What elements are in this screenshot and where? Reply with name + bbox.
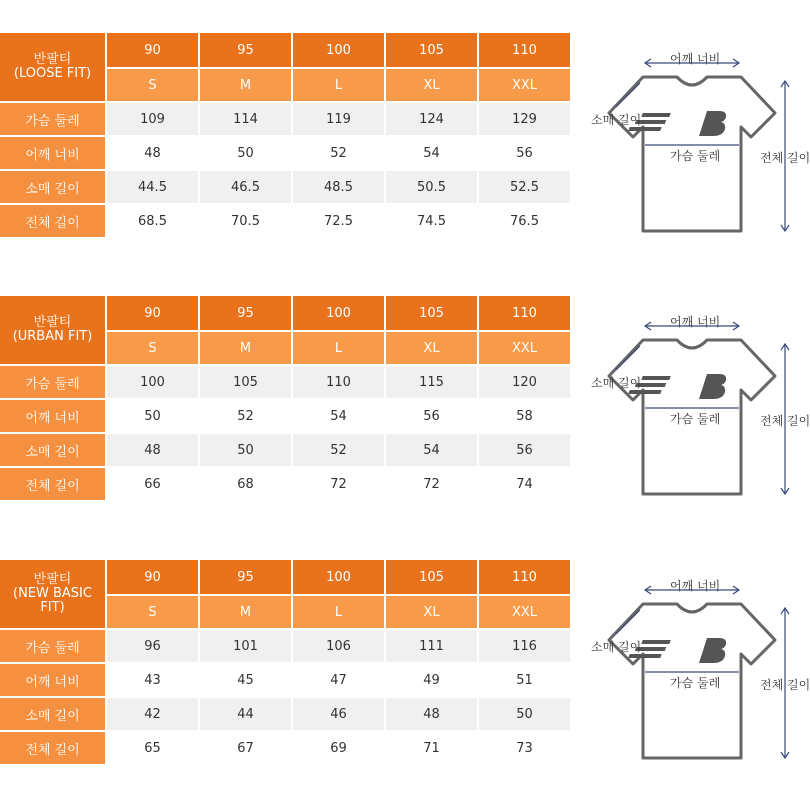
- product-title: 반팔티: [33, 572, 72, 587]
- measurement-value: 124: [386, 103, 477, 135]
- letter-size-header: L: [293, 69, 384, 101]
- measurement-row: [0, 205, 570, 237]
- measurement-value: 120: [479, 366, 570, 398]
- measurement-value: 44.5: [107, 171, 198, 203]
- korean-size-header: 90: [107, 296, 198, 330]
- letter-size-header: M: [200, 596, 291, 628]
- measurement-value: 50.5: [386, 171, 477, 203]
- korean-size-header: 100: [293, 560, 384, 594]
- product-fit: (URBAN FIT): [12, 329, 93, 344]
- korean-size-header: 100: [293, 296, 384, 330]
- letter-size-header: L: [293, 332, 384, 364]
- product-title: 반팔티: [33, 52, 72, 67]
- letter-size-header: S: [107, 332, 198, 364]
- measurement-diagram: [585, 304, 810, 524]
- total-length-label: 전체 길이: [760, 678, 810, 692]
- measurement-row: [0, 400, 570, 432]
- measurement-value: 56: [479, 434, 570, 466]
- product-fit: (LOOSE FIT): [13, 66, 92, 81]
- measurement-value: 65: [107, 732, 198, 764]
- measurement-label: 소매 길이: [0, 698, 105, 730]
- korean-size-header: 90: [107, 33, 198, 67]
- letter-size-header: XL: [386, 69, 477, 101]
- measurement-value: 58: [479, 400, 570, 432]
- measurement-value: 72: [386, 468, 477, 500]
- chest-label: 가슴 둘레: [670, 412, 721, 426]
- chest-label: 가슴 둘레: [670, 676, 721, 690]
- product-title-cell: [0, 560, 105, 628]
- korean-size-header: 105: [386, 296, 477, 330]
- measurement-value: 56: [386, 400, 477, 432]
- letter-size-header: XXL: [479, 332, 570, 364]
- measurement-row: [0, 698, 570, 730]
- measurement-diagram: [585, 568, 810, 788]
- korean-size-header: 95: [200, 560, 291, 594]
- measurement-value: 52: [293, 137, 384, 169]
- size-chart-section: [0, 560, 810, 800]
- measurement-value: 114: [200, 103, 291, 135]
- measurement-value: 50: [200, 434, 291, 466]
- korean-size-header: 100: [293, 33, 384, 67]
- measurement-value: 52.5: [479, 171, 570, 203]
- korean-size-header: 110: [479, 33, 570, 67]
- measurement-value: 44: [200, 698, 291, 730]
- measurement-value: 109: [107, 103, 198, 135]
- measurement-value: 100: [107, 366, 198, 398]
- measurement-value: 47: [293, 664, 384, 696]
- chest-label: 가슴 둘레: [670, 149, 721, 163]
- measurement-value: 52: [293, 434, 384, 466]
- letter-size-header: L: [293, 596, 384, 628]
- korean-size-header: 95: [200, 296, 291, 330]
- total-length-label: 전체 길이: [760, 151, 810, 165]
- measurement-row: [0, 103, 570, 135]
- shoulder-width-label: 어깨 너비: [670, 579, 721, 593]
- measurement-value: 46.5: [200, 171, 291, 203]
- measurement-label: 전체 길이: [0, 205, 105, 237]
- measurement-value: 105: [200, 366, 291, 398]
- measurement-row: [0, 664, 570, 696]
- measurement-value: 119: [293, 103, 384, 135]
- sleeve-length-label: 소매 길이: [591, 376, 642, 390]
- measurement-label: 어깨 너비: [0, 664, 105, 696]
- total-length-label: 전체 길이: [760, 414, 810, 428]
- measurement-value: 73: [479, 732, 570, 764]
- letter-size-header: XL: [386, 596, 477, 628]
- measurement-value: 48: [107, 137, 198, 169]
- korean-size-header: 90: [107, 560, 198, 594]
- letter-size-header: M: [200, 69, 291, 101]
- measurement-value: 74.5: [386, 205, 477, 237]
- measurement-value: 46: [293, 698, 384, 730]
- measurement-value: 111: [386, 630, 477, 662]
- measurement-value: 71: [386, 732, 477, 764]
- measurement-value: 54: [386, 434, 477, 466]
- letter-size-header: S: [107, 596, 198, 628]
- size-table: [0, 294, 572, 502]
- measurement-value: 76.5: [479, 205, 570, 237]
- measurement-value: 51: [479, 664, 570, 696]
- korean-size-row: [0, 33, 570, 67]
- measurement-value: 70.5: [200, 205, 291, 237]
- measurement-row: [0, 434, 570, 466]
- measurement-value: 48.5: [293, 171, 384, 203]
- measurement-value: 72.5: [293, 205, 384, 237]
- measurement-value: 48: [107, 434, 198, 466]
- letter-size-header: M: [200, 332, 291, 364]
- korean-size-header: 105: [386, 33, 477, 67]
- measurement-value: 72: [293, 468, 384, 500]
- measurement-row: [0, 630, 570, 662]
- measurement-value: 50: [200, 137, 291, 169]
- measurement-label: 어깨 너비: [0, 400, 105, 432]
- measurement-value: 56: [479, 137, 570, 169]
- measurement-row: [0, 468, 570, 500]
- measurement-value: 50: [107, 400, 198, 432]
- korean-size-header: 110: [479, 296, 570, 330]
- measurement-value: 68: [200, 468, 291, 500]
- korean-size-header: 95: [200, 33, 291, 67]
- measurement-value: 110: [293, 366, 384, 398]
- measurement-row: [0, 732, 570, 764]
- product-title-cell: [0, 296, 105, 364]
- korean-size-row: [0, 296, 570, 330]
- size-table: [0, 558, 572, 766]
- measurement-value: 74: [479, 468, 570, 500]
- measurement-value: 54: [293, 400, 384, 432]
- measurement-value: 116: [479, 630, 570, 662]
- measurement-value: 67: [200, 732, 291, 764]
- shoulder-width-label: 어깨 너비: [670, 52, 721, 66]
- measurement-label: 가슴 둘레: [0, 103, 105, 135]
- korean-size-header: 105: [386, 560, 477, 594]
- measurement-row: [0, 137, 570, 169]
- measurement-value: 50: [479, 698, 570, 730]
- letter-size-header: XXL: [479, 69, 570, 101]
- sleeve-length-label: 소매 길이: [591, 640, 642, 654]
- letter-size-header: XXL: [479, 596, 570, 628]
- measurement-value: 115: [386, 366, 477, 398]
- size-chart-section: [0, 33, 810, 273]
- measurement-diagram: [585, 41, 810, 261]
- measurement-value: 43: [107, 664, 198, 696]
- measurement-label: 가슴 둘레: [0, 366, 105, 398]
- measurement-label: 소매 길이: [0, 434, 105, 466]
- letter-size-header: XL: [386, 332, 477, 364]
- measurement-value: 129: [479, 103, 570, 135]
- measurement-label: 가슴 둘레: [0, 630, 105, 662]
- letter-size-header: S: [107, 69, 198, 101]
- measurement-label: 어깨 너비: [0, 137, 105, 169]
- measurement-label: 소매 길이: [0, 171, 105, 203]
- size-table: [0, 31, 572, 239]
- measurement-label: 전체 길이: [0, 732, 105, 764]
- measurement-value: 68.5: [107, 205, 198, 237]
- measurement-row: [0, 171, 570, 203]
- measurement-value: 66: [107, 468, 198, 500]
- korean-size-row: [0, 560, 570, 594]
- measurement-value: 101: [200, 630, 291, 662]
- size-chart-section: [0, 296, 810, 536]
- measurement-value: 96: [107, 630, 198, 662]
- measurement-value: 42: [107, 698, 198, 730]
- shoulder-width-label: 어깨 너비: [670, 315, 721, 329]
- product-title-cell: [0, 33, 105, 101]
- measurement-value: 45: [200, 664, 291, 696]
- measurement-label: 전체 길이: [0, 468, 105, 500]
- measurement-value: 48: [386, 698, 477, 730]
- measurement-value: 54: [386, 137, 477, 169]
- measurement-value: 52: [200, 400, 291, 432]
- product-fit: (NEW BASIC FIT): [13, 586, 92, 615]
- korean-size-header: 110: [479, 560, 570, 594]
- measurement-value: 49: [386, 664, 477, 696]
- measurement-row: [0, 366, 570, 398]
- product-title: 반팔티: [33, 315, 72, 330]
- measurement-value: 106: [293, 630, 384, 662]
- sleeve-length-label: 소매 길이: [591, 113, 642, 127]
- measurement-value: 69: [293, 732, 384, 764]
